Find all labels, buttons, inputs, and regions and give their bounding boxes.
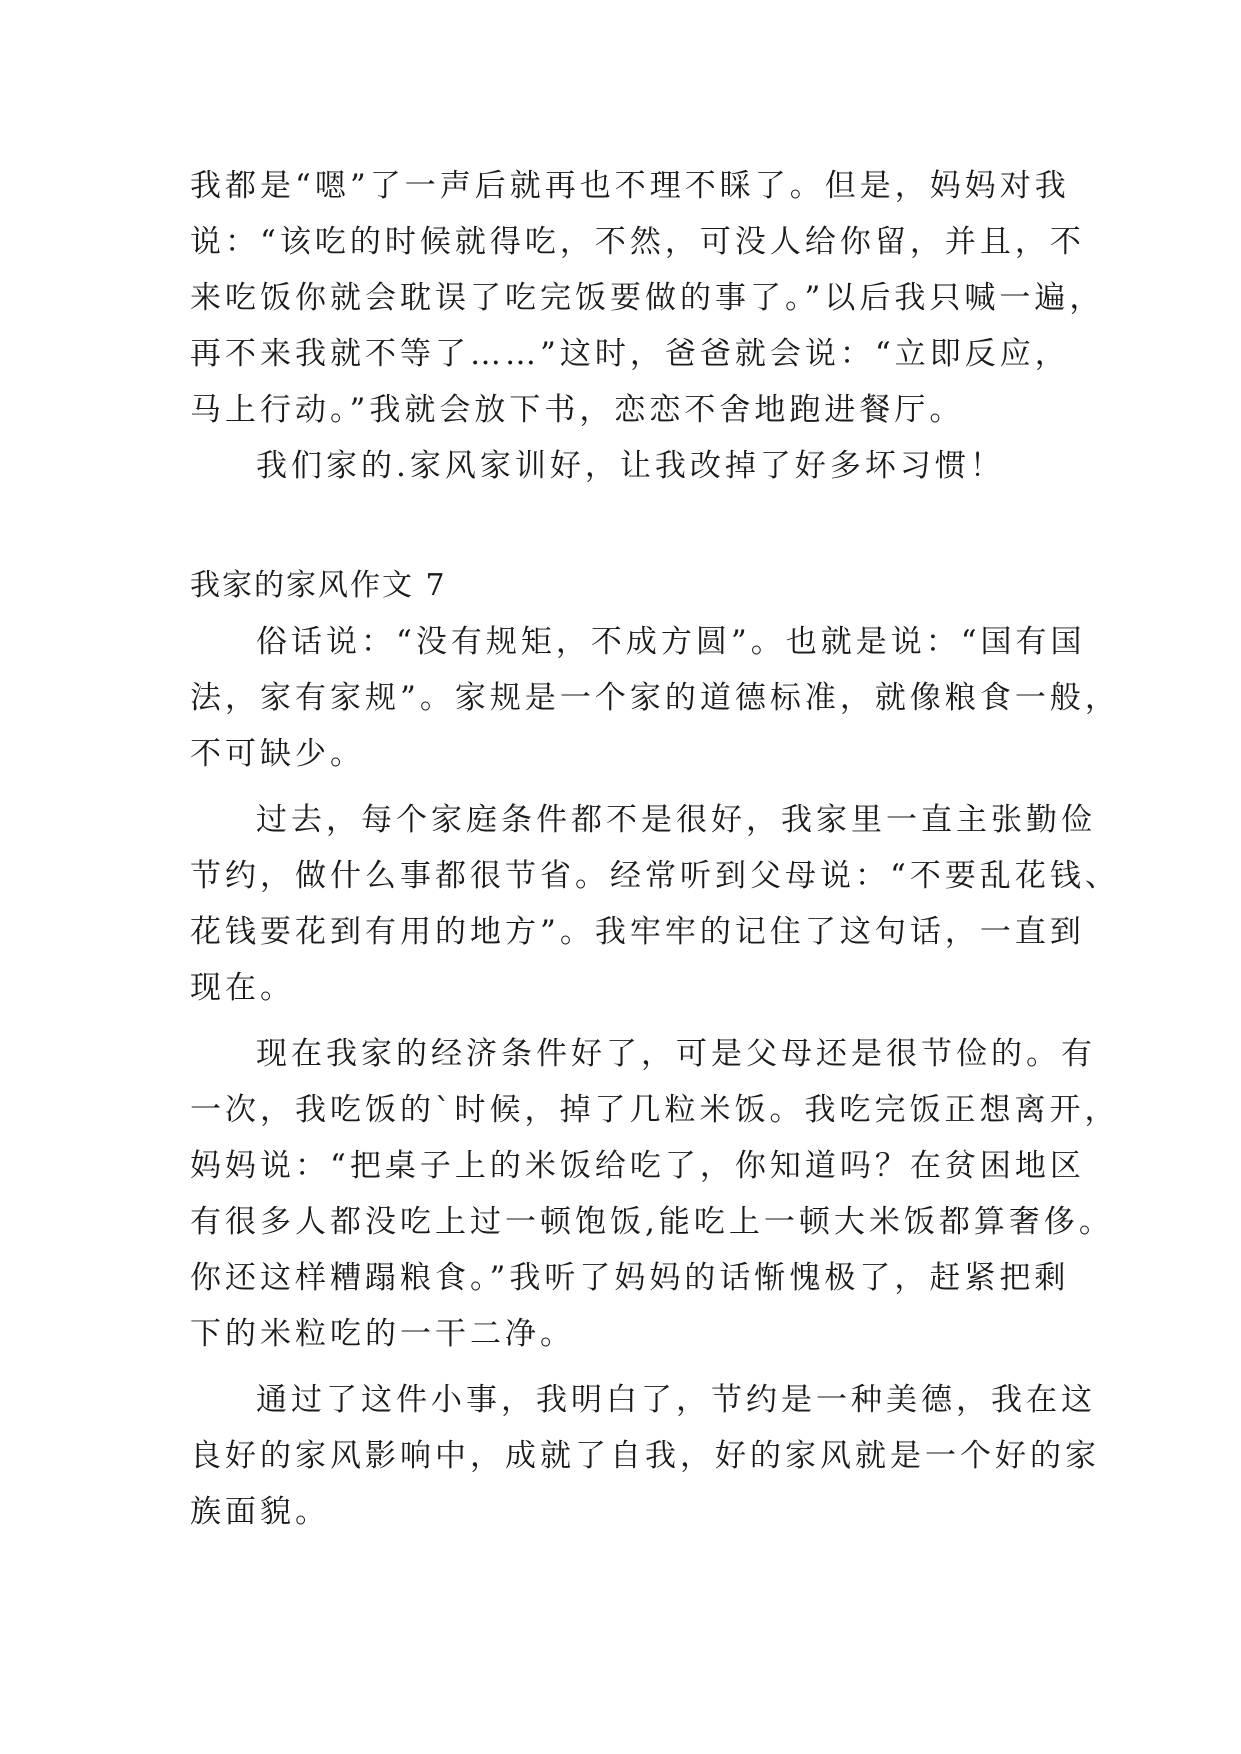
text-line: 法，家有家规”。家规是一个家的道德标准，就像粮食一般， — [190, 680, 1120, 716]
closing-sentence: 我们家的.家风家训好，让我改掉了好多坏习惯！ — [256, 448, 1005, 484]
text-line: 再不来我就不等了……”这时，爸爸就会说：“立即反应， — [190, 336, 1070, 372]
text-line: 不可缺少。 — [190, 736, 365, 772]
text-line: 我都是“嗯”了一声后就再也不理不睬了。但是，妈妈对我 — [190, 168, 1070, 204]
text-line: 花钱要花到有用的地方”。我牢牢的记住了这句话，一直到 — [190, 914, 1085, 950]
text-line: 现在我家的经济条件好了，可是父母还是很节俭的。有 — [256, 1036, 1096, 1072]
text-line: 节约，做什么事都很节省。经常听到父母说：“不要乱花钱、 — [190, 858, 1120, 894]
text-line: 有很多人都没吃上过一顿饱饭,能吃上一顿大米饭都算奢侈。 — [190, 1204, 1114, 1240]
text-line: 俗话说：“没有规矩，不成方圆”。也就是说：“国有国 — [256, 624, 1086, 660]
text-line: 说：“该吃的时候就得吃，不然，可没人给你留，并且，不 — [190, 224, 1085, 260]
text-line: 一次，我吃饭的`时候，掉了几粒米饭。我吃完饭正想离开， — [190, 1092, 1120, 1128]
text-line: 通过了这件小事，我明白了，节约是一种美德，我在这 — [256, 1382, 1096, 1418]
text-line: 妈妈说：“把桌子上的米饭给吃了，你知道吗？在贫困地区 — [190, 1148, 1085, 1184]
text-line: 现在。 — [190, 970, 295, 1006]
text-line: 良好的家风影响中，成就了自我，好的家风就是一个好的家 — [190, 1438, 1100, 1474]
text-line: 族面貌。 — [190, 1494, 330, 1530]
text-line: 来吃饭你就会耽误了吃完饭要做的事了。”以后我只喊一遍， — [190, 280, 1105, 316]
text-line: 你还这样糟蹋粮食。”我听了妈妈的话惭愧极了，赶紧把剩 — [190, 1260, 1070, 1296]
essay-title: 我家的家风作文 7 — [190, 568, 447, 603]
text-line: 过去，每个家庭条件都不是很好，我家里一直主张勤俭 — [256, 802, 1096, 838]
text-line: 马上行动。”我就会放下书，恋恋不舍地跑进餐厅。 — [190, 392, 965, 428]
text-line: 下的米粒吃的一干二净。 — [190, 1316, 575, 1352]
